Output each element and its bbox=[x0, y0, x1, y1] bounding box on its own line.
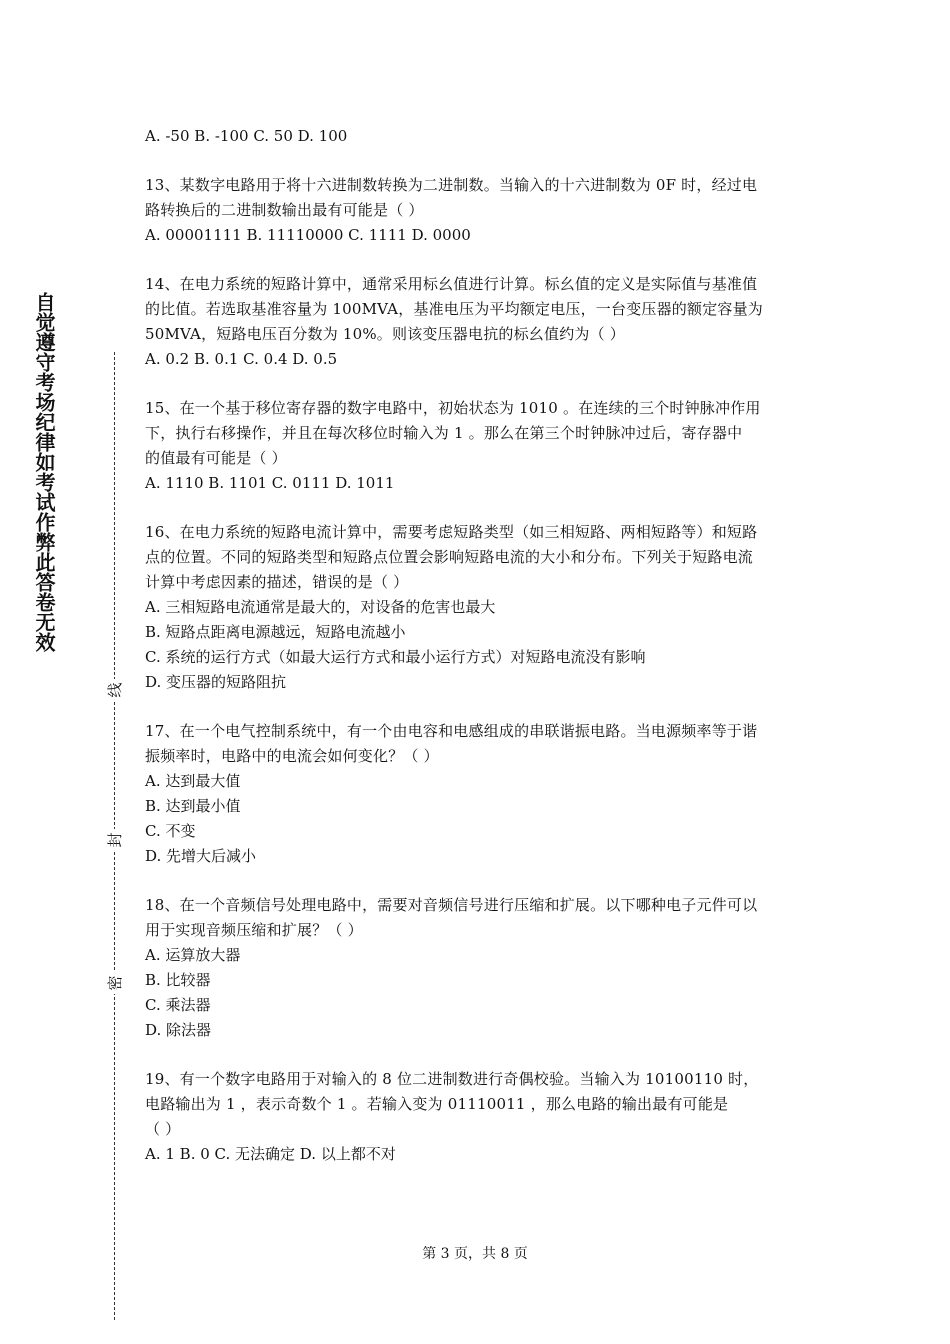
question-text-line: 17、在一个电气控制系统中，有一个由电容和电感组成的串联谐振电路。当电源频率等于谐 bbox=[145, 722, 758, 740]
question-text-line: 50MVA，短路电压百分数为 10%。则该变压器电抗的标幺值约为（ ） bbox=[145, 325, 625, 343]
answer-options: A. 0.2 B. 0.1 C. 0.4 D. 0.5 bbox=[145, 350, 338, 368]
page-footer: 第 3 页，共 8 页 bbox=[422, 1246, 528, 1262]
answer-options: A. 00001111 B. 11110000 C. 1111 D. 0000 bbox=[145, 226, 471, 244]
answer-option-d: D. 变压器的短路阻抗 bbox=[145, 673, 287, 691]
question-16 bbox=[145, 520, 810, 695]
question-content bbox=[145, 124, 810, 1167]
question-15 bbox=[145, 396, 810, 496]
answer-option-b: B. 比较器 bbox=[145, 971, 211, 989]
answer-options: A. 1 B. 0 C. 无法确定 D. 以上都不对 bbox=[145, 1145, 396, 1163]
answer-option-b: B. 短路点距离电源越远，短路电流越小 bbox=[145, 623, 406, 641]
question-text-line: 电路输出为 1 ，表示奇数个 1 。若输入变为 01110011 ，那么电路的输出最有可能是 bbox=[145, 1095, 729, 1113]
answer-option-c: C. 系统的运行方式（如最大运行方式和最小运行方式）对短路电流没有影响 bbox=[145, 648, 646, 666]
answer-option-d: D. 除法器 bbox=[145, 1021, 212, 1039]
question-text-line: 计算中考虑因素的描述，错误的是（ ） bbox=[145, 573, 409, 591]
binding-label-close: 密 bbox=[104, 972, 126, 994]
answer-option-b: B. 达到最小值 bbox=[145, 797, 241, 815]
question-text-line: 的值最有可能是（ ） bbox=[145, 449, 287, 467]
question-text-line: 点的位置。不同的短路类型和短路点位置会影响短路电流的大小和分布。下列关于短路电流 bbox=[145, 548, 754, 566]
question-19 bbox=[145, 1067, 810, 1167]
binding-label-line: 线 bbox=[104, 679, 126, 701]
question-text-line: 的比值。若选取基准容量为 100MVA，基准电压为平均额定电压，一台变压器的额定容量为 bbox=[145, 300, 764, 318]
question-18 bbox=[145, 893, 810, 1043]
question-17 bbox=[145, 719, 810, 869]
answer-option-c: C. 乘法器 bbox=[145, 996, 211, 1014]
answer-option-a: A. 达到最大值 bbox=[145, 772, 241, 790]
question-text-line: 13、某数字电路用于将十六进制数转换为二进制数。当输入的十六进制数为 0F 时，经过电 bbox=[145, 176, 758, 194]
question-text-line: 下，执行右移操作，并且在每次移位时输入为 1 。那么在第三个时钟脉冲过后，寄存器中 bbox=[145, 424, 743, 442]
question-text-line: 16、在电力系统的短路电流计算中，需要考虑短路类型（如三相短路、两相短路等）和短路 bbox=[145, 523, 758, 541]
question-text-line: 19、有一个数字电路用于对输入的 8 位二进制数进行奇偶校验。当输入为 10100110 时， bbox=[145, 1070, 759, 1088]
answer-option-a: A. 三相短路电流通常是最大的，对设备的危害也最大 bbox=[145, 598, 496, 616]
question-14 bbox=[145, 272, 810, 372]
question-13 bbox=[145, 173, 810, 248]
question-text-line: 用于实现音频压缩和扩展？（ ） bbox=[145, 921, 363, 939]
answer-options: A. 1110 B. 1101 C. 0111 D. 1011 bbox=[145, 474, 395, 492]
question-text-line: （ ） bbox=[145, 1120, 181, 1138]
answer-option-d: D. 先增大后减小 bbox=[145, 847, 257, 865]
previous-question-options: A. -50 B. -100 C. 50 D. 100 bbox=[145, 127, 348, 145]
question-text-line: 14、在电力系统的短路计算中，通常采用标幺值进行计算。标幺值的定义是实际值与基准值 bbox=[145, 275, 758, 293]
exam-discipline-notice: 自觉遵守考场纪律如考试作弊此答卷无效 bbox=[32, 292, 56, 652]
question-text-line: 18、在一个音频信号处理电路中，需要对音频信号进行压缩和扩展。以下哪种电子元件可以 bbox=[145, 896, 758, 914]
question-text-line: 路转换后的二进制数输出最有可能是（ ） bbox=[145, 201, 424, 219]
question-text-line: 振频率时，电路中的电流会如何变化？（ ） bbox=[145, 747, 439, 765]
answer-option-a: A. 运算放大器 bbox=[145, 946, 241, 964]
answer-option-c: C. 不变 bbox=[145, 822, 196, 840]
question-text-line: 15、在一个基于移位寄存器的数字电路中，初始状态为 1010 。在连续的三个时钟脉冲作用 bbox=[145, 399, 761, 417]
binding-label-seal: 封 bbox=[104, 829, 126, 851]
